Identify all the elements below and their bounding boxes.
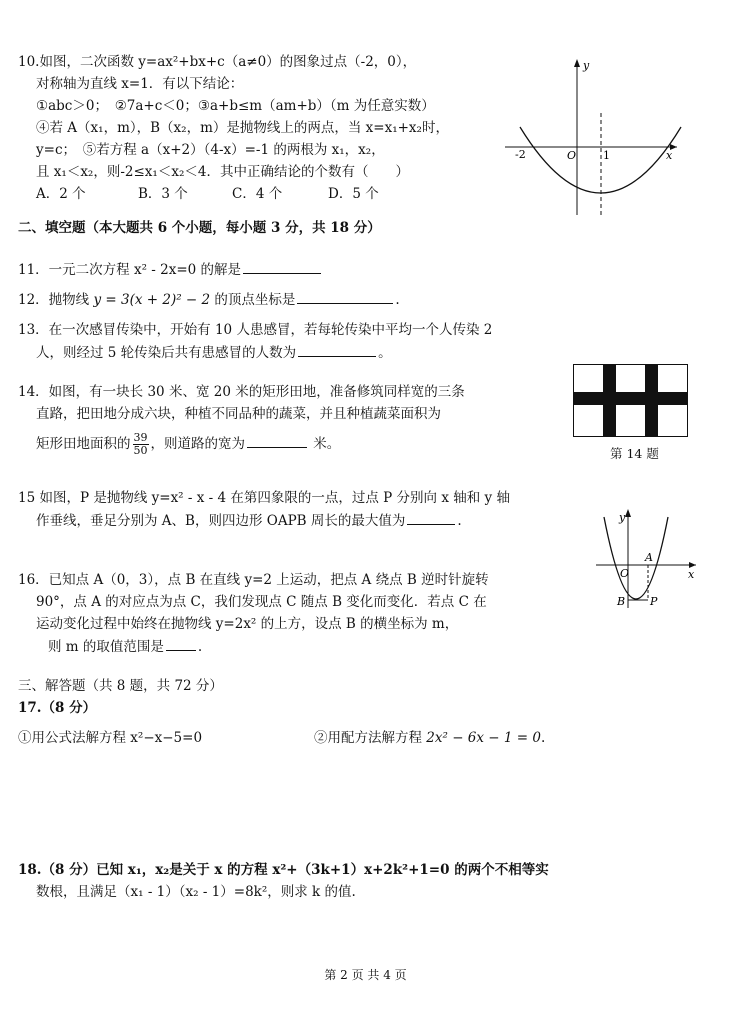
vertical-road-1 [603,365,616,437]
q14-line3 [36,430,340,458]
q10-line2: 对称轴为直线 x=1．有以下结论： [36,76,244,92]
q10-line1: 10.如图，二次函数 y=ax²+bx+c（a≠0）的图象过点（-2，0）， [18,54,417,70]
q14-answer-blank[interactable] [247,433,307,448]
q10-option-d: D．5 个 [328,186,379,202]
q16-line4 [48,636,202,657]
q15-line2-text: 作垂线，垂足分别为 A、B，则四边形 OAPB 周长的最大值为 [36,513,406,529]
q10-option-c: C．4 个 [232,186,283,202]
q17-part2-end: . [540,730,546,746]
q14-field-figure [573,364,689,438]
q17-part2-formula: 2x² − 6x − 1 = 0 [426,730,541,746]
q12-prefix: 12．抛物线 [18,292,90,308]
q18-line1-text: 18.（8 分）已知 x₁，x₂是关于 x 的方程 x²+（3k+1）x+2k²+1=0 的两个不相等实 [18,862,549,878]
q10-line3: ①abc＞0； ②7a+c＜0；③a+b≤m（am+b）（m 为任意实数） [36,98,435,114]
q14-line3-prefix: 矩形田地面积的 [36,436,131,452]
q18-line1 [18,860,549,880]
x-label: x [688,568,695,581]
q16-line2: 90°，点 A 的对应点为点 C，我们发现点 C 随点 B 变化而变化．若点 C 在 [36,594,487,610]
q10-line4: ④若 A（x₁，m），B（x₂，m）是抛物线上的两点，当 x=x₁+x₂时， [36,120,449,136]
q16-answer-blank[interactable] [166,636,196,651]
q18-line2: 数根，且满足（x₁ - 1）（x₂ - 1）=8k²，则求 k 的值. [36,884,356,900]
q12 [18,289,400,310]
q17-part2-prefix: ②用配方法解方程 [314,730,422,746]
vertical-road-2 [645,365,658,437]
q11-text: 11．一元二次方程 x² - 2x=0 的解是 [18,262,242,278]
q15-end: . [457,513,462,529]
q15-answer-blank[interactable] [407,510,455,525]
y-axis-arrow [574,59,580,67]
y-axis-arrow [625,509,631,517]
q10-option-b: B．3 个 [138,186,188,202]
q17-title: 17.（8 分） [18,700,97,716]
q16-line1: 16．已知点 A（0，3），点 B 在直线 y=2 上运动，把点 A 绕点 B 逆时针旋转 [18,572,489,588]
horizontal-road [574,392,688,405]
q14-frac-den: 50 [133,444,148,457]
q13-line2 [36,342,392,363]
parabola [604,517,668,599]
q13-line2-text: 人，则经过 5 轮传染后共有患感冒的人数为 [36,345,297,361]
neg2-label: -2 [515,148,526,161]
q14-line2: 直路，把田地分成六块，种植不同品种的蔬菜，并且种植蔬菜面积为 [36,406,441,422]
q13-end: 。 [378,345,392,361]
q13-answer-blank[interactable] [298,342,376,357]
q11 [18,259,323,280]
q15-line1: 15 如图，P 是抛物线 y=x² - x - 4 在第四象限的一点，过点 P 分别向 x 轴和 y 轴 [18,490,510,506]
q14-line3-suffix: ，则道路的宽为 [150,436,245,452]
q14-frac-num: 39 [133,431,148,444]
q12-answer-blank[interactable] [297,289,393,304]
q17-part2 [314,728,545,748]
q10-line5: y=c； ⑤若方程 a（x+2）（4-x）=-1 的两根为 x₁，x₂， [36,142,385,158]
q12-end: . [395,292,400,308]
q10-parabola-graph [505,55,685,220]
q17-part1: ①用公式法解方程 x²−x−5=0 [18,730,203,746]
q10-line6: 且 x₁＜x₂，则-2≤x₁＜x₂＜4．其中正确结论的个数有（ ） [36,164,409,180]
section2-title: 二、填空题（本大题共 6 个小题，每小题 3 分，共 18 分） [18,220,381,236]
origin-label: O [567,149,577,162]
q10-option-a: A．2 个 [36,186,86,202]
y-label: y [583,59,590,72]
q14-unit: 米。 [313,436,341,452]
q15-line2 [36,510,462,531]
q13-line1: 13．在一次感冒传染中，开始有 10 人患感冒，若每轮传染中平均一个人传染 2 [18,322,493,338]
q14-caption: 第 14 题 [610,446,659,461]
q12-formula: y = 3(x + 2)² − 2 [93,292,211,308]
one-label: 1 [603,149,610,162]
q14-fraction [133,432,149,457]
q16-line3: 运动变化过程中始终在抛物线 y=2x² 的上方，设点 B 的横坐标为 m， [36,616,459,632]
q12-suffix: 的顶点坐标是 [214,292,296,308]
q14-line1: 14．如图，有一块长 30 米、宽 20 米的矩形田地，准备修筑同样宽的三条 [18,384,465,400]
y-label: y [619,511,626,524]
x-label: x [666,149,673,162]
point-p-label: P [650,595,658,608]
q11-answer-blank[interactable] [243,259,321,274]
q16-end: . [197,639,203,655]
q15-parabola-graph [592,505,702,610]
q16-line4-text: 则 m 的取值范围是 [48,639,164,655]
section3-title: 三、解答题（共 8 题，共 72 分） [18,678,223,694]
origin-label: O [620,567,630,580]
point-a-label: A [645,551,653,564]
page-footer: 第 2 页 共 4 页 [324,968,407,982]
point-b-label: B [617,595,626,608]
